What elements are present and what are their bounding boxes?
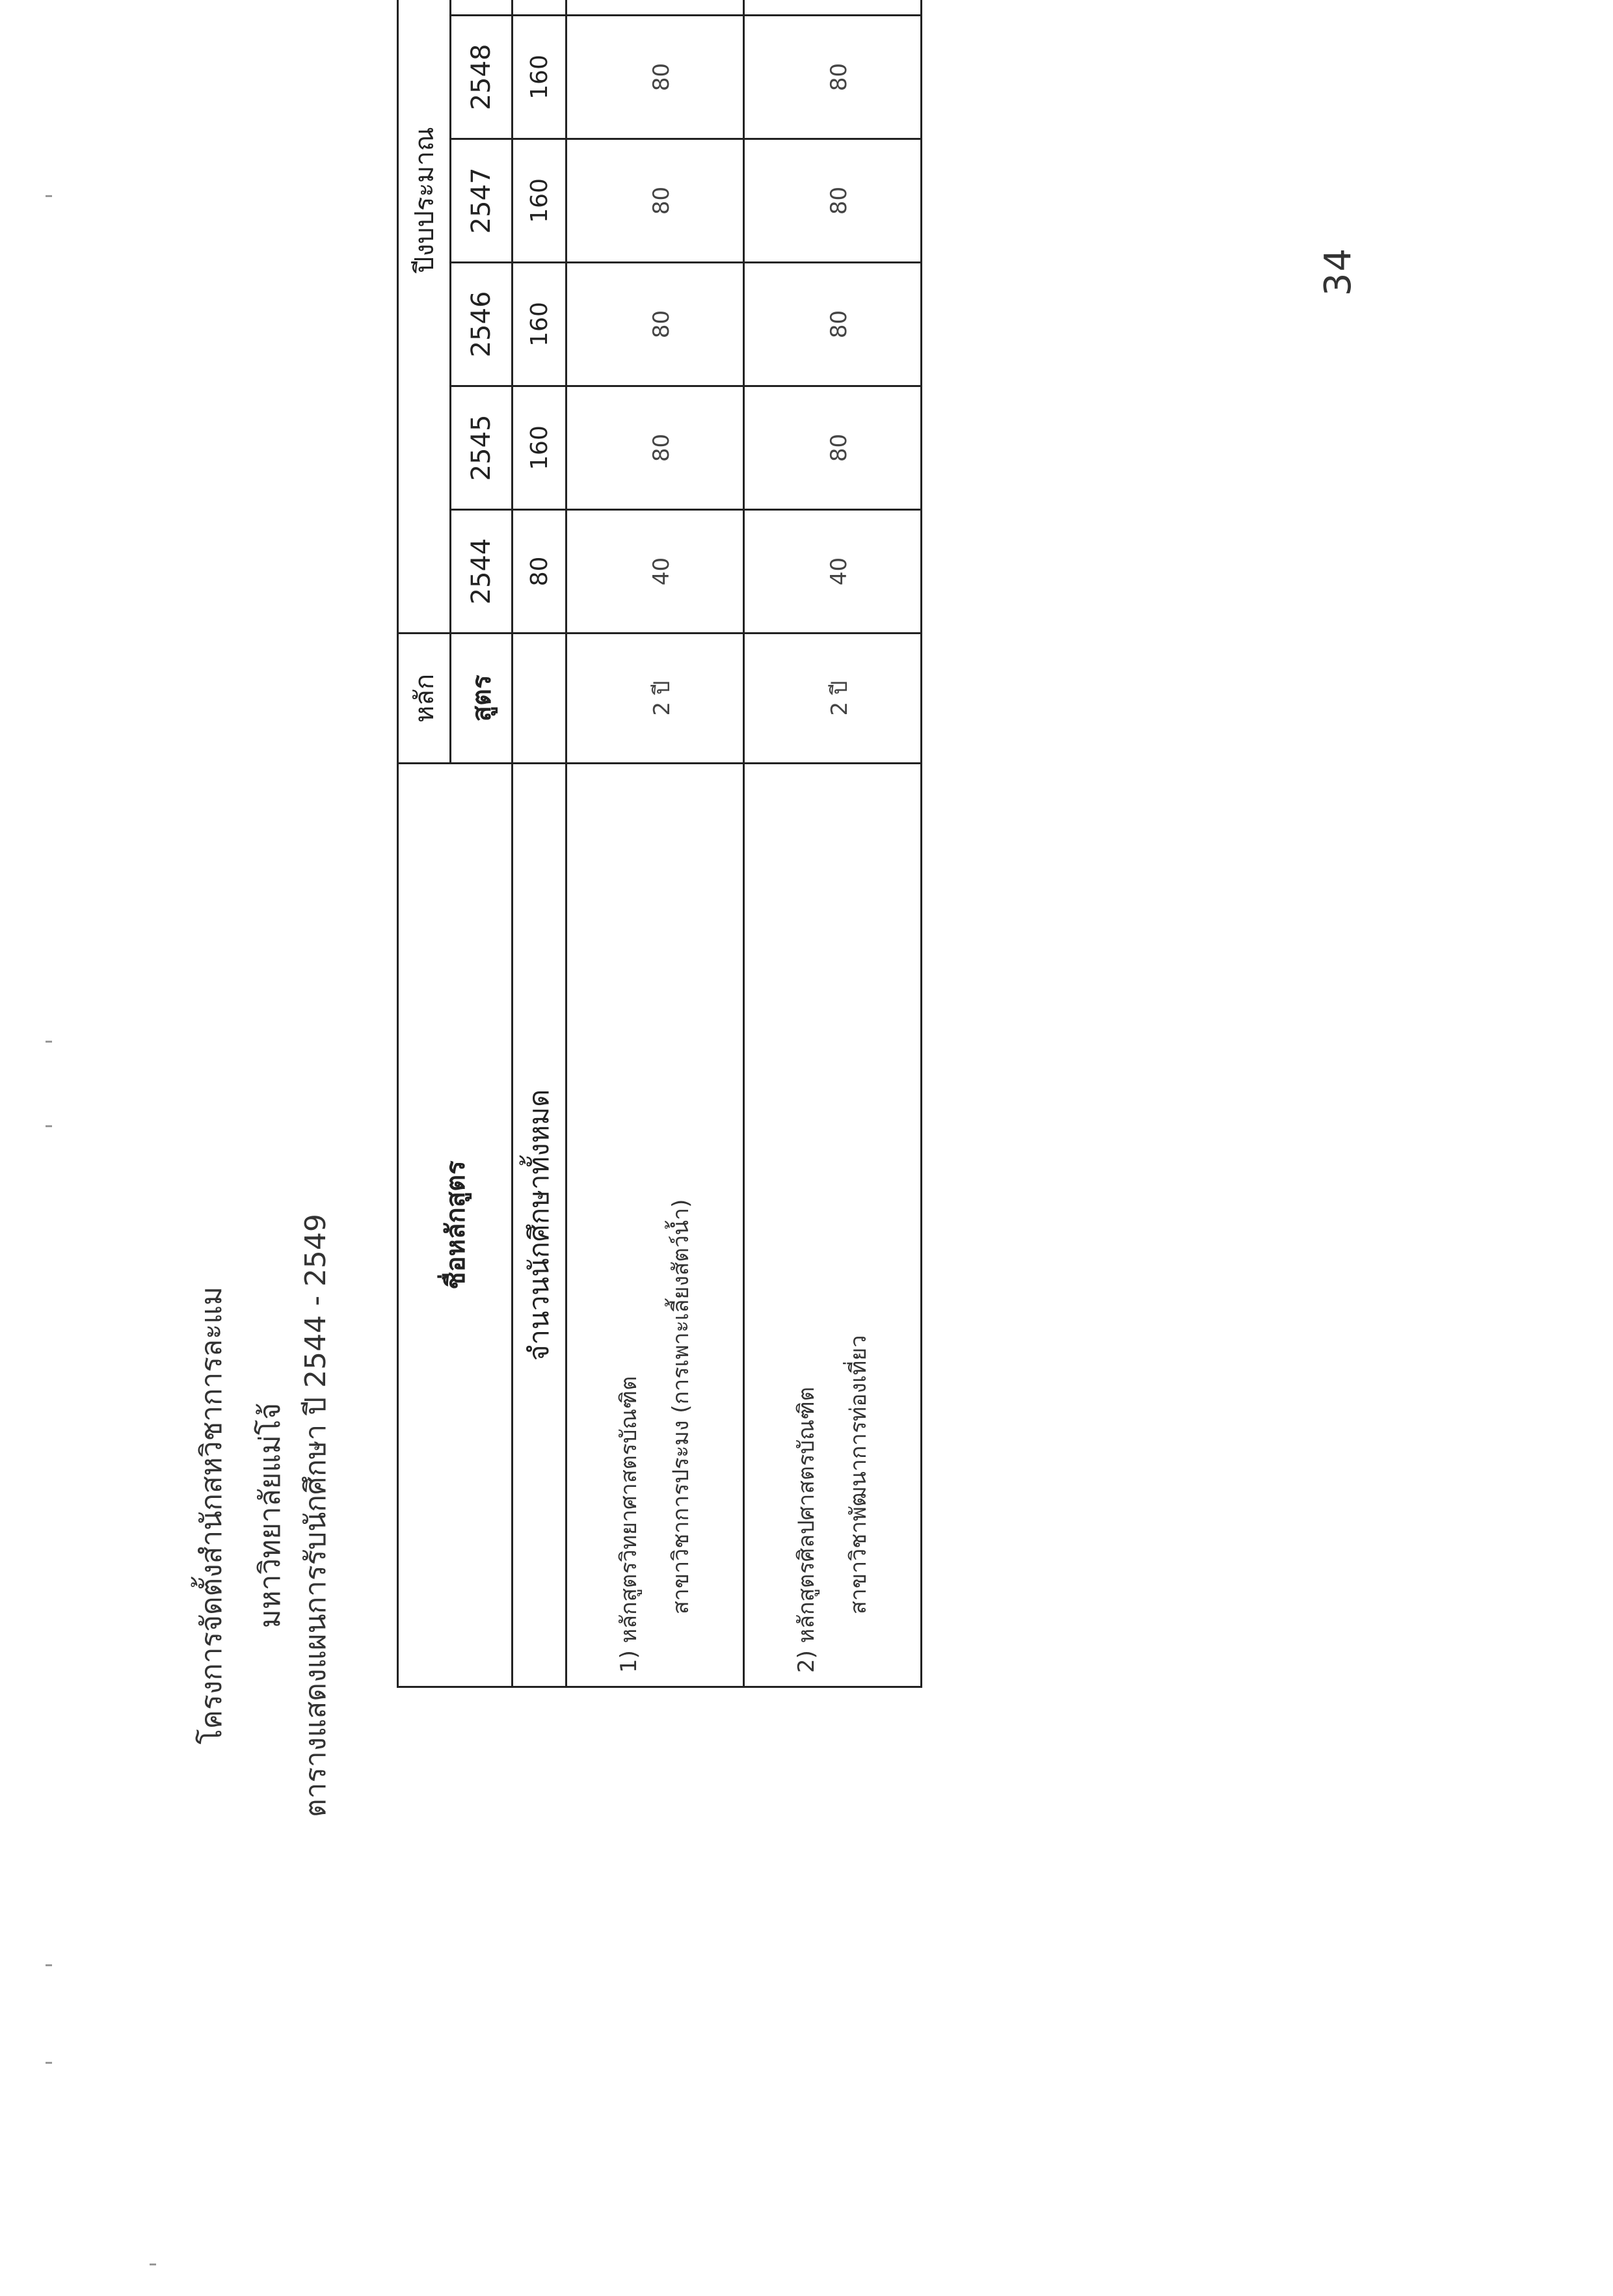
year-value: 80 — [567, 16, 744, 139]
header-year: 2547 — [451, 139, 513, 263]
total-value: 160 — [513, 16, 567, 139]
header-year: 2546 — [451, 263, 513, 386]
title-university: มหาวิทยาลัยแม่โจ้ — [254, 1402, 287, 1629]
course-name-cell — [744, 764, 922, 1687]
year-value: 80 — [744, 386, 922, 510]
year-value: 40 — [567, 510, 744, 634]
header-curriculum-bottom: สูตร — [451, 634, 513, 764]
total-value: 160 — [513, 386, 567, 510]
total-value: 160 — [513, 139, 567, 263]
header-year: 2545 — [451, 386, 513, 510]
total-value: 80 — [513, 510, 567, 634]
course-major: สาขาวิชาพัฒนาการท่องเที่ยว — [846, 1335, 872, 1614]
title-project: โครงการจัดตั้งสำนักสหวิชาการละแม — [195, 1287, 228, 1744]
header-year — [451, 0, 513, 16]
curriculum-duration: 2 ปี — [567, 634, 744, 764]
year-value: 80 — [567, 263, 744, 386]
year-value: 80 — [744, 139, 922, 263]
year-value: 40 — [744, 510, 922, 634]
total-curriculum-cell — [513, 634, 567, 764]
total-value — [513, 0, 567, 16]
course-title: 2) หลักสูตรศิลปศาสตรบัณฑิต — [793, 1387, 820, 1673]
header-course-name: ชื่อหลักสูตร — [398, 764, 513, 1687]
course-title: 1) หลักสูตรวิทยาศาสตรบัณฑิต — [616, 1376, 642, 1673]
table-row — [744, 0, 922, 1687]
year-value: 80 — [744, 16, 922, 139]
course-major: สาขาวิชาการประมง (การเพาะเลี้ยงสัตว์น้ำ) — [668, 1199, 694, 1614]
header-year: 2544 — [451, 510, 513, 634]
enrollment-plan-table — [397, 0, 922, 1688]
year-value: 80 — [744, 263, 922, 386]
title-table-caption: ตารางแสดงแผนการรับนักศึกษา ปี 2544 - 2549 — [299, 1214, 332, 1817]
header-year: 2548 — [451, 16, 513, 139]
total-value: 160 — [513, 263, 567, 386]
total-students-row — [513, 0, 567, 1687]
year-value: 80 — [567, 386, 744, 510]
rotated-content — [163, 44, 898, 1886]
year-value — [744, 0, 922, 16]
year-value: 80 — [567, 139, 744, 263]
year-value — [567, 0, 744, 16]
page-number: 34 — [1317, 247, 1360, 297]
header-budget-year: ปีงบประมาณ — [398, 0, 451, 634]
total-students-label: จำนวนนักศึกษาทั้งหมด — [513, 764, 567, 1687]
header-curriculum-top: หลัก — [398, 634, 451, 764]
course-name-cell — [567, 764, 744, 1687]
curriculum-duration: 2 ปี — [744, 634, 922, 764]
document-titles — [163, 325, 358, 1886]
table-row — [567, 0, 744, 1687]
